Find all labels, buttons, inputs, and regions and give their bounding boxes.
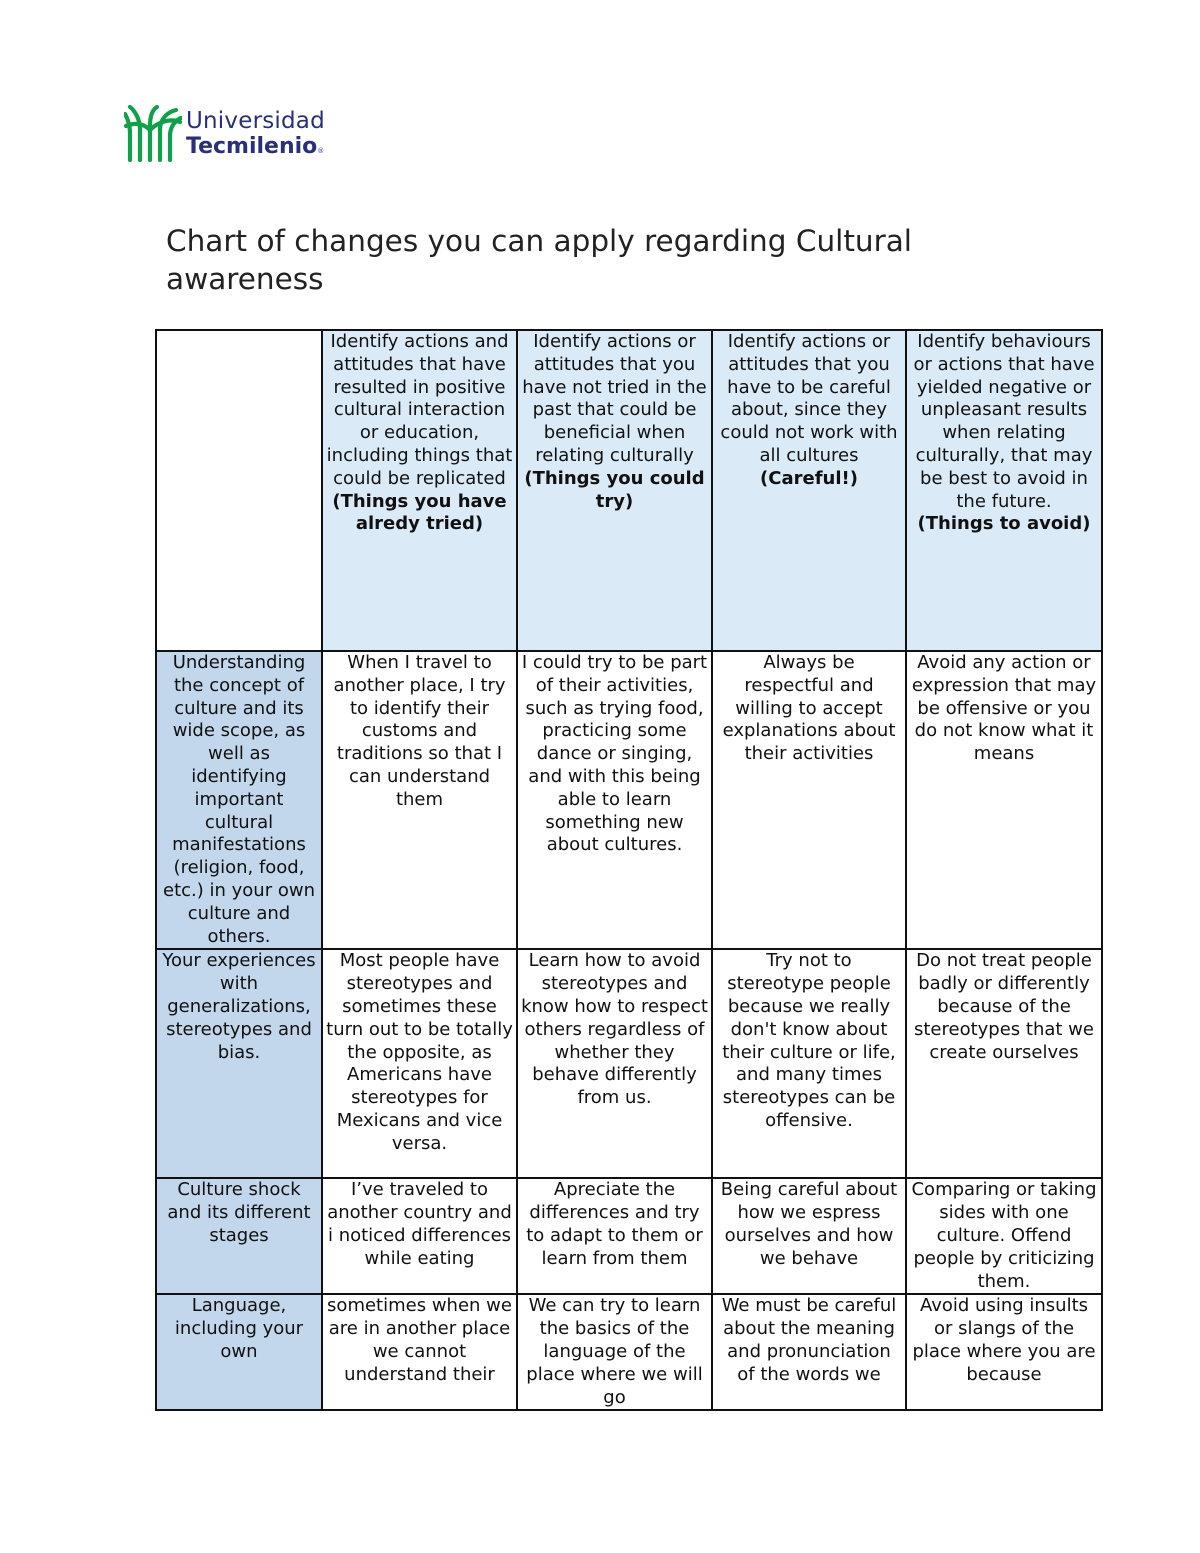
column-header-careful bbox=[712, 330, 906, 651]
column-header-tag: (Careful!) bbox=[760, 467, 858, 489]
column-header-tag: (Things you could try) bbox=[524, 467, 705, 512]
table-cell: Being careful about how we espress ourselves and how we behave bbox=[712, 1178, 906, 1294]
table-cell: Do not treat people badly or differently because of the stereotypes that we create ourselves bbox=[906, 949, 1102, 1178]
logo-wordmark bbox=[186, 108, 325, 164]
logo-line-universidad: Universidad bbox=[186, 108, 325, 134]
registered-mark: ® bbox=[317, 147, 325, 155]
column-header-tried bbox=[322, 330, 517, 651]
table-row bbox=[156, 1294, 1102, 1410]
table-cell: Avoid using insults or slangs of the place where you are because bbox=[906, 1294, 1102, 1410]
column-header-text: Identify actions and attitudes that have resulted in positive cultural interaction or education, including things that could be replicated bbox=[326, 331, 513, 489]
table-cell: I’ve traveled to another country and i noticed differences while eating bbox=[322, 1178, 517, 1294]
tecmilenio-leaf-icon bbox=[124, 104, 182, 162]
table-row bbox=[156, 651, 1102, 949]
table-corner-cell bbox=[156, 330, 322, 651]
column-header-text: Identify actions or attitudes that you have not tried in the past that could be beneficial when relating culturally bbox=[522, 331, 707, 466]
logo-name: Tecmilenio bbox=[186, 134, 318, 159]
column-header-avoid bbox=[906, 330, 1102, 651]
table-cell: We can try to learn the basics of the language of the place where we will go bbox=[517, 1294, 712, 1410]
table-cell: sometimes when we are in another place we cannot understand their bbox=[322, 1294, 517, 1410]
university-logo bbox=[124, 102, 364, 164]
table-header-row bbox=[156, 330, 1102, 651]
table-cell: We must be careful about the meaning and pronunciation of the words we bbox=[712, 1294, 906, 1410]
column-header-could-try bbox=[517, 330, 712, 651]
column-header-text: Identify actions or attitudes that you have to be careful about, since they could not work with all cultures bbox=[720, 331, 898, 466]
table-cell: Comparing or taking sides with one culture. Offend people by criticizing them. bbox=[906, 1178, 1102, 1294]
row-header-stereotypes: Your experiences with generalizations, stereotypes and bias. bbox=[156, 949, 322, 1178]
table-cell: Avoid any action or expression that may be offensive or you do not know what it means bbox=[906, 651, 1102, 949]
row-header-language: Language, including your own bbox=[156, 1294, 322, 1410]
column-header-tag: (Things you have alredy tried) bbox=[332, 490, 507, 535]
table-row bbox=[156, 1178, 1102, 1294]
column-header-text: Identify behaviours or actions that have yielded negative or unpleasant results when relating culturally, that may be best to avoid in the future. bbox=[913, 331, 1095, 512]
row-header-culture-shock: Culture shock and its different stages bbox=[156, 1178, 322, 1294]
column-header-tag: (Things to avoid) bbox=[917, 513, 1091, 535]
table-cell: When I travel to another place, I try to identify their customs and traditions so that I can understand them bbox=[322, 651, 517, 949]
cultural-awareness-table bbox=[155, 329, 1103, 1411]
page-title: Chart of changes you can apply regarding Cultural awareness bbox=[166, 223, 912, 296]
row-header-culture-concept: Understanding the concept of culture and its wide scope, as well as identifying important cultural manifestations (religion, food, etc.) in your own culture and others. bbox=[156, 651, 322, 949]
table-cell: Apreciate the differences and try to adapt to them or learn from them bbox=[517, 1178, 712, 1294]
table-cell: I could try to be part of their activities, such as trying food, practicing some dance or singing, and with this being able to learn something new about cultures. bbox=[517, 651, 712, 949]
table-cell: Always be respectful and willing to accept explanations about their activities bbox=[712, 651, 906, 949]
table-cell: Learn how to avoid stereotypes and know how to respect others regardless of whether they behave differently from us. bbox=[517, 949, 712, 1178]
table-row bbox=[156, 949, 1102, 1178]
table-cell: Try not to stereotype people because we really don't know about their culture or life, and many times stereotypes can be offensive. bbox=[712, 949, 906, 1178]
logo-line-tecmilenio bbox=[186, 134, 325, 164]
table-cell: Most people have stereotypes and sometimes these turn out to be totally the opposite, as Americans have stereotypes for Mexicans and vice versa. bbox=[322, 949, 517, 1178]
